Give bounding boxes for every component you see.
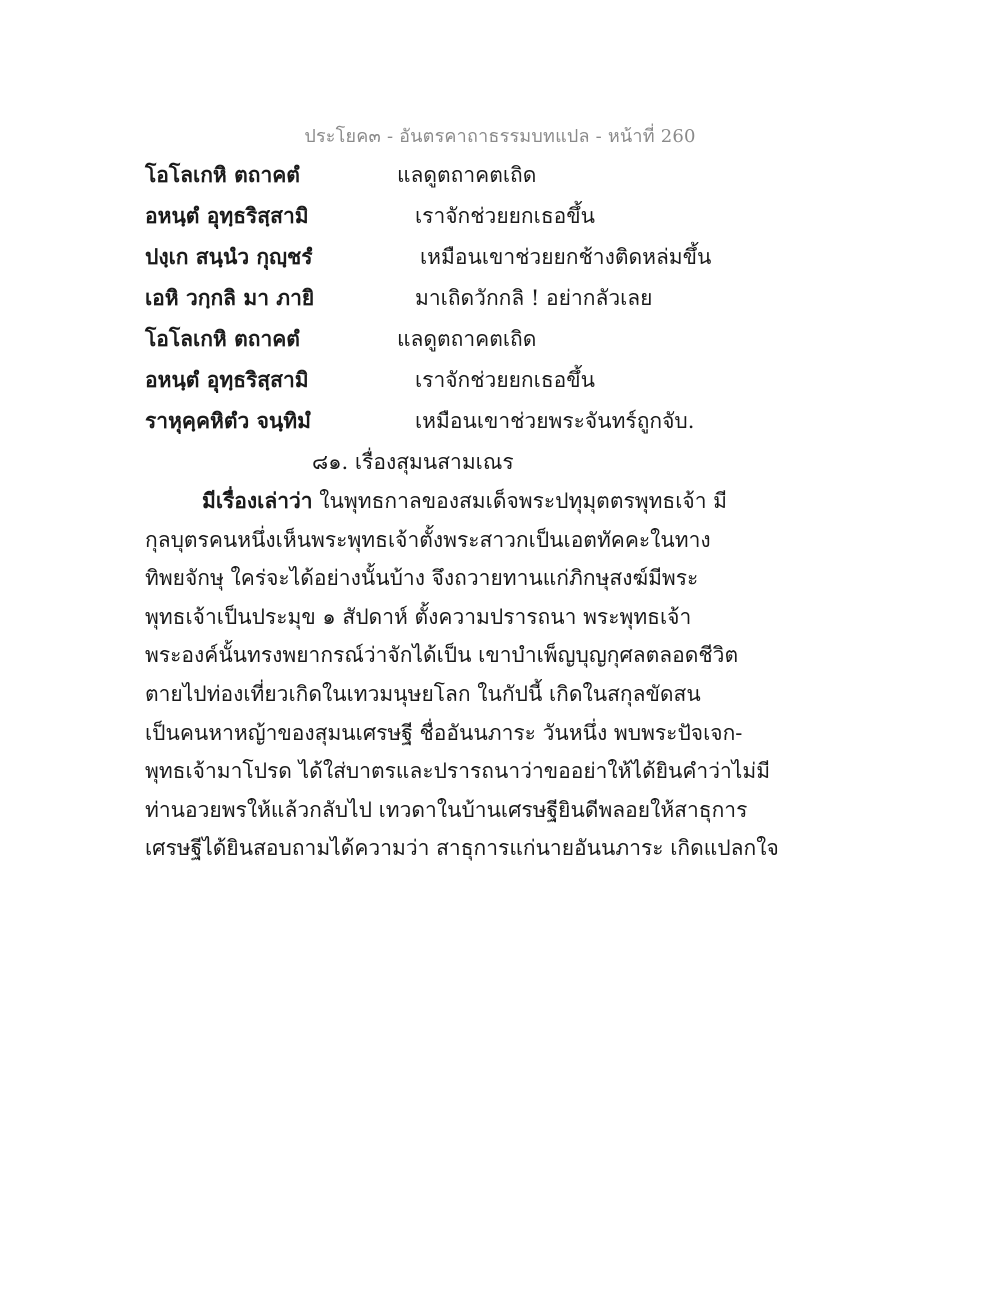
body-line: พุทธเจ้าเป็นประมุข ๑ สัปดาห์ ตั้งความปรารถนา พระพุทธเจ้า (145, 604, 692, 629)
verse-thai: เราจักช่วยยกเธอขึ้น (415, 368, 595, 392)
verse-row (145, 199, 865, 240)
story-lead: มีเรื่องเล่าว่า (202, 488, 313, 513)
verse-thai: เหมือนเขาช่วยพระจันทร์ถูกจับ. (415, 409, 695, 433)
body-line: ตายไปท่องเที่ยวเกิดในเทวมนุษยโลก ในกัปนี้ เกิดในสกุลขัดสน (145, 681, 701, 706)
verse-thai: เหมือนเขาช่วยยกช้างติดหล่มขึ้น (420, 245, 712, 269)
verse-pali: อหนฺตํ อุทฺธริสฺสามิ (145, 367, 309, 392)
verse-row (145, 322, 865, 363)
verse-row (145, 240, 865, 281)
body-line: พระองค์นั้นทรงพยากรณ์ว่าจักได้เป็น เขาบำเพ็ญบุญกุศลตลอดชีวิต (145, 643, 739, 668)
verse-pali: โอโลเกหิ ตถาคตํ (145, 162, 300, 187)
verse-pali: โอโลเกหิ ตถาคตํ (145, 326, 300, 351)
verse-thai: แลดูตถาคตเถิด (397, 163, 537, 187)
verse-row (145, 404, 865, 445)
body-line: ทิพยจักษุ ใคร่จะได้อย่างนั้นบ้าง จึงถวายทานแก่ภิกษุสงฆ์มีพระ (145, 566, 699, 591)
verse-pali: อหนฺตํ อุทฺธริสฺสามิ (145, 203, 309, 228)
story-first-line-text: ในพุทธกาลของสมเด็จพระปทุมุตตรพุทธเจ้า มี (312, 489, 728, 513)
verse-thai: มาเถิดวักกลิ ! อย่ากลัวเลย (415, 286, 653, 310)
verse-thai: แลดูตถาคตเถิด (397, 327, 537, 351)
body-line: พุทธเจ้ามาโปรด ได้ใส่บาตรและปรารถนาว่าขออย่าให้ได้ยินคำว่าไม่มี (145, 759, 771, 784)
verse-pali: ราหุคฺคหิตํว จนฺทิมํ (145, 408, 311, 433)
verse-row (145, 281, 865, 322)
body-line: เศรษฐีได้ยินสอบถามได้ความว่า สาธุการแก่นายอันนภาระ เกิดแปลกใจ (145, 836, 779, 861)
verse-block (145, 158, 865, 445)
verse-row (145, 158, 865, 199)
body-line: เป็นคนหาหญ้าของสุมนเศรษฐี ชื่ออันนภาระ วันหนึ่ง พบพระปัจเจก- (145, 720, 743, 745)
verse-thai: เราจักช่วยยกเธอขึ้น (415, 204, 595, 228)
verse-pali: เอหิ วกฺกลิ มา ภายิ (145, 285, 315, 310)
story-title: ๘๑. เรื่องสุมนสามเณร (312, 450, 514, 474)
body-line: ท่านอวยพรให้แล้วกลับไป เทวดาในบ้านเศรษฐียินดีพลอยให้สาธุการ (145, 797, 748, 822)
verse-pali: ปงฺเก สนฺนํว กุญฺชรํ (145, 244, 313, 269)
running-header: ประโยค๓ - อันตรคาถาธรรมบทแปล - หน้าที่ 260 (304, 126, 696, 147)
story-body (145, 484, 779, 870)
body-line: กุลบุตรคนหนึ่งเห็นพระพุทธเจ้าตั้งพระสาวกเป็นเอตทัคคะในทาง (145, 527, 711, 552)
body-line (145, 484, 745, 523)
verse-row (145, 363, 865, 404)
